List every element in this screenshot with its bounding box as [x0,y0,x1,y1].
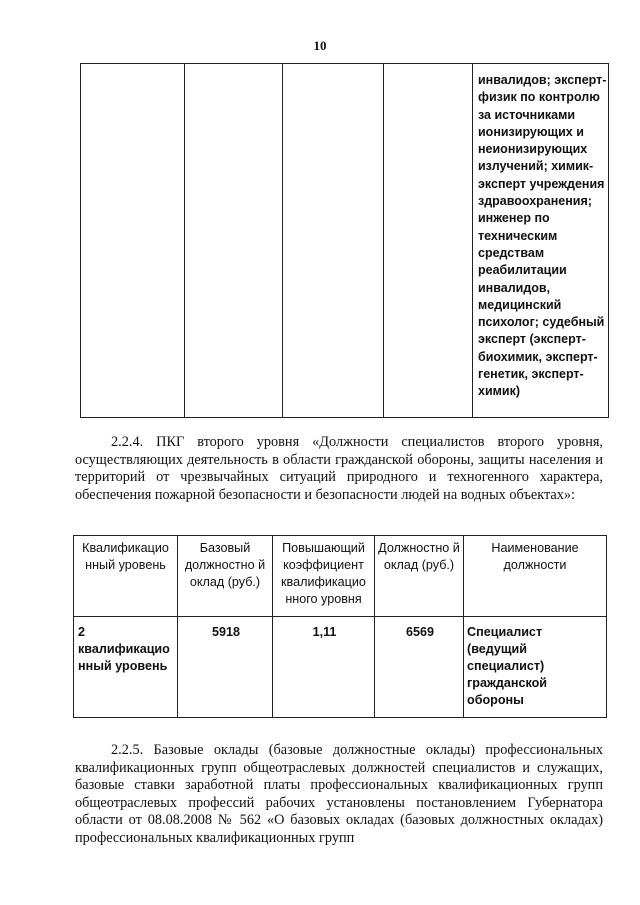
header-position-name: Наименование должности [464,536,607,617]
cell-position-name: Специалист (ведущий специалист) гражданской обороны [464,617,607,718]
continuation-table [80,63,609,418]
cell-qualification-level: 2 квалификацио нный уровень [74,617,178,718]
section-2-2-4-paragraph [75,434,603,504]
cell-base-salary: 5918 [178,617,273,718]
section-2-2-5-text: 2.2.5. Базовые оклады (базовые должностные оклады) профессиональных квалификационных групп общеотраслевых должностей специалистов и служащих, базовые ставки заработной платы профессиональных квалификационных групп общеотраслевых профессий рабочих установлены постановлением Губернатора области от 08.08.2008 № 562 «О базовых окладах (базовых должностных окладах) профессиональных квалификационных групп [75,742,603,846]
table-row [81,64,609,418]
section-2-2-5-paragraph [75,742,603,848]
table-row [74,617,607,718]
position-list-cell: инвалидов; эксперт- физик по контролю за источниками ионизирующих и неионизирующих излучений; химик- эксперт учреждения здравоохранения; инженер по техническим средствам реабилитации инвалидов, медицинский психолог; судебный эксперт (эксперт- биохимик, эксперт- генетик, эксперт- химик) [473,64,609,418]
empty-cell [384,64,473,418]
header-salary: Должностно й оклад (руб.) [375,536,464,617]
page-number: 10 [313,38,327,53]
cell-coefficient: 1,11 [273,617,375,718]
empty-cell [185,64,283,418]
header-base-salary: Базовый должностно й оклад (руб.) [178,536,273,617]
table-header-row [74,536,607,617]
cell-salary: 6569 [375,617,464,718]
header-coefficient: Повышающий коэффициент квалификацио нного уровня [273,536,375,617]
salary-table [73,535,607,718]
empty-cell [81,64,185,418]
section-2-2-4-text: 2.2.4. ПКГ второго уровня «Должности специалистов второго уровня, осуществляющих деятельность в области гражданской обороны, защиты населения и территорий от чрезвычайных ситуаций природного и техногенного характера, обеспечения пожарной безопасности и безопасности людей на водных объектах»: [75,434,603,503]
header-qualification-level: Квалификацио нный уровень [74,536,178,617]
empty-cell [283,64,384,418]
